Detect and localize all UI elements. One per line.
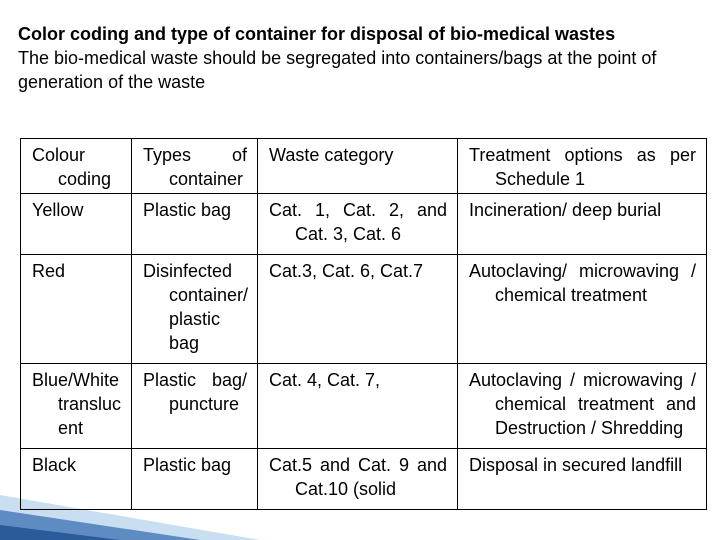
table-cell: Plastic bag [132, 449, 258, 510]
table-cell: Disinfected container/ plastic bag [132, 255, 258, 364]
table-cell: Autoclaving / microwaving / chemical treatment and Destruction / Shredding [458, 364, 707, 449]
table-row [21, 255, 707, 364]
table-cell: Cat. 4, Cat. 7, [258, 364, 458, 449]
header-cell: Treatment options as per Schedule 1 [458, 139, 707, 194]
table-cell: Incineration/ deep burial [458, 194, 707, 255]
table-cell: Autoclaving/ microwaving / chemical treatment [458, 255, 707, 364]
table-cell: Yellow [21, 194, 132, 255]
table-row [21, 364, 707, 449]
table-row [21, 449, 707, 510]
table-cell: Plastic bag/ puncture [132, 364, 258, 449]
table-cell: Cat.3, Cat. 6, Cat.7 [258, 255, 458, 364]
table-cell: Black [21, 449, 132, 510]
header-cell: Colour coding [21, 139, 132, 194]
table-cell: Plastic bag [132, 194, 258, 255]
slide-title: Color coding and type of container for disposal of bio-medical wastes [18, 24, 616, 44]
table-cell: Red [21, 255, 132, 364]
table-header-row [21, 139, 707, 194]
table-row [21, 194, 707, 255]
table-cell: Cat. 1, Cat. 2, and Cat. 3, Cat. 6 [258, 194, 458, 255]
header-cell: Waste category [258, 139, 458, 194]
intro-text: The bio-medical waste should be segregated into containers/bags at the point of generation of the waste [18, 48, 657, 92]
table-cell: Disposal in secured landfill [458, 449, 707, 510]
table-cell: Blue/White transluc ent [21, 364, 132, 449]
slide-heading [18, 22, 708, 94]
table-cell: Cat.5 and Cat. 9 and Cat.10 (solid [258, 449, 458, 510]
header-cell: Types of container [132, 139, 258, 194]
waste-disposal-table [20, 138, 707, 510]
